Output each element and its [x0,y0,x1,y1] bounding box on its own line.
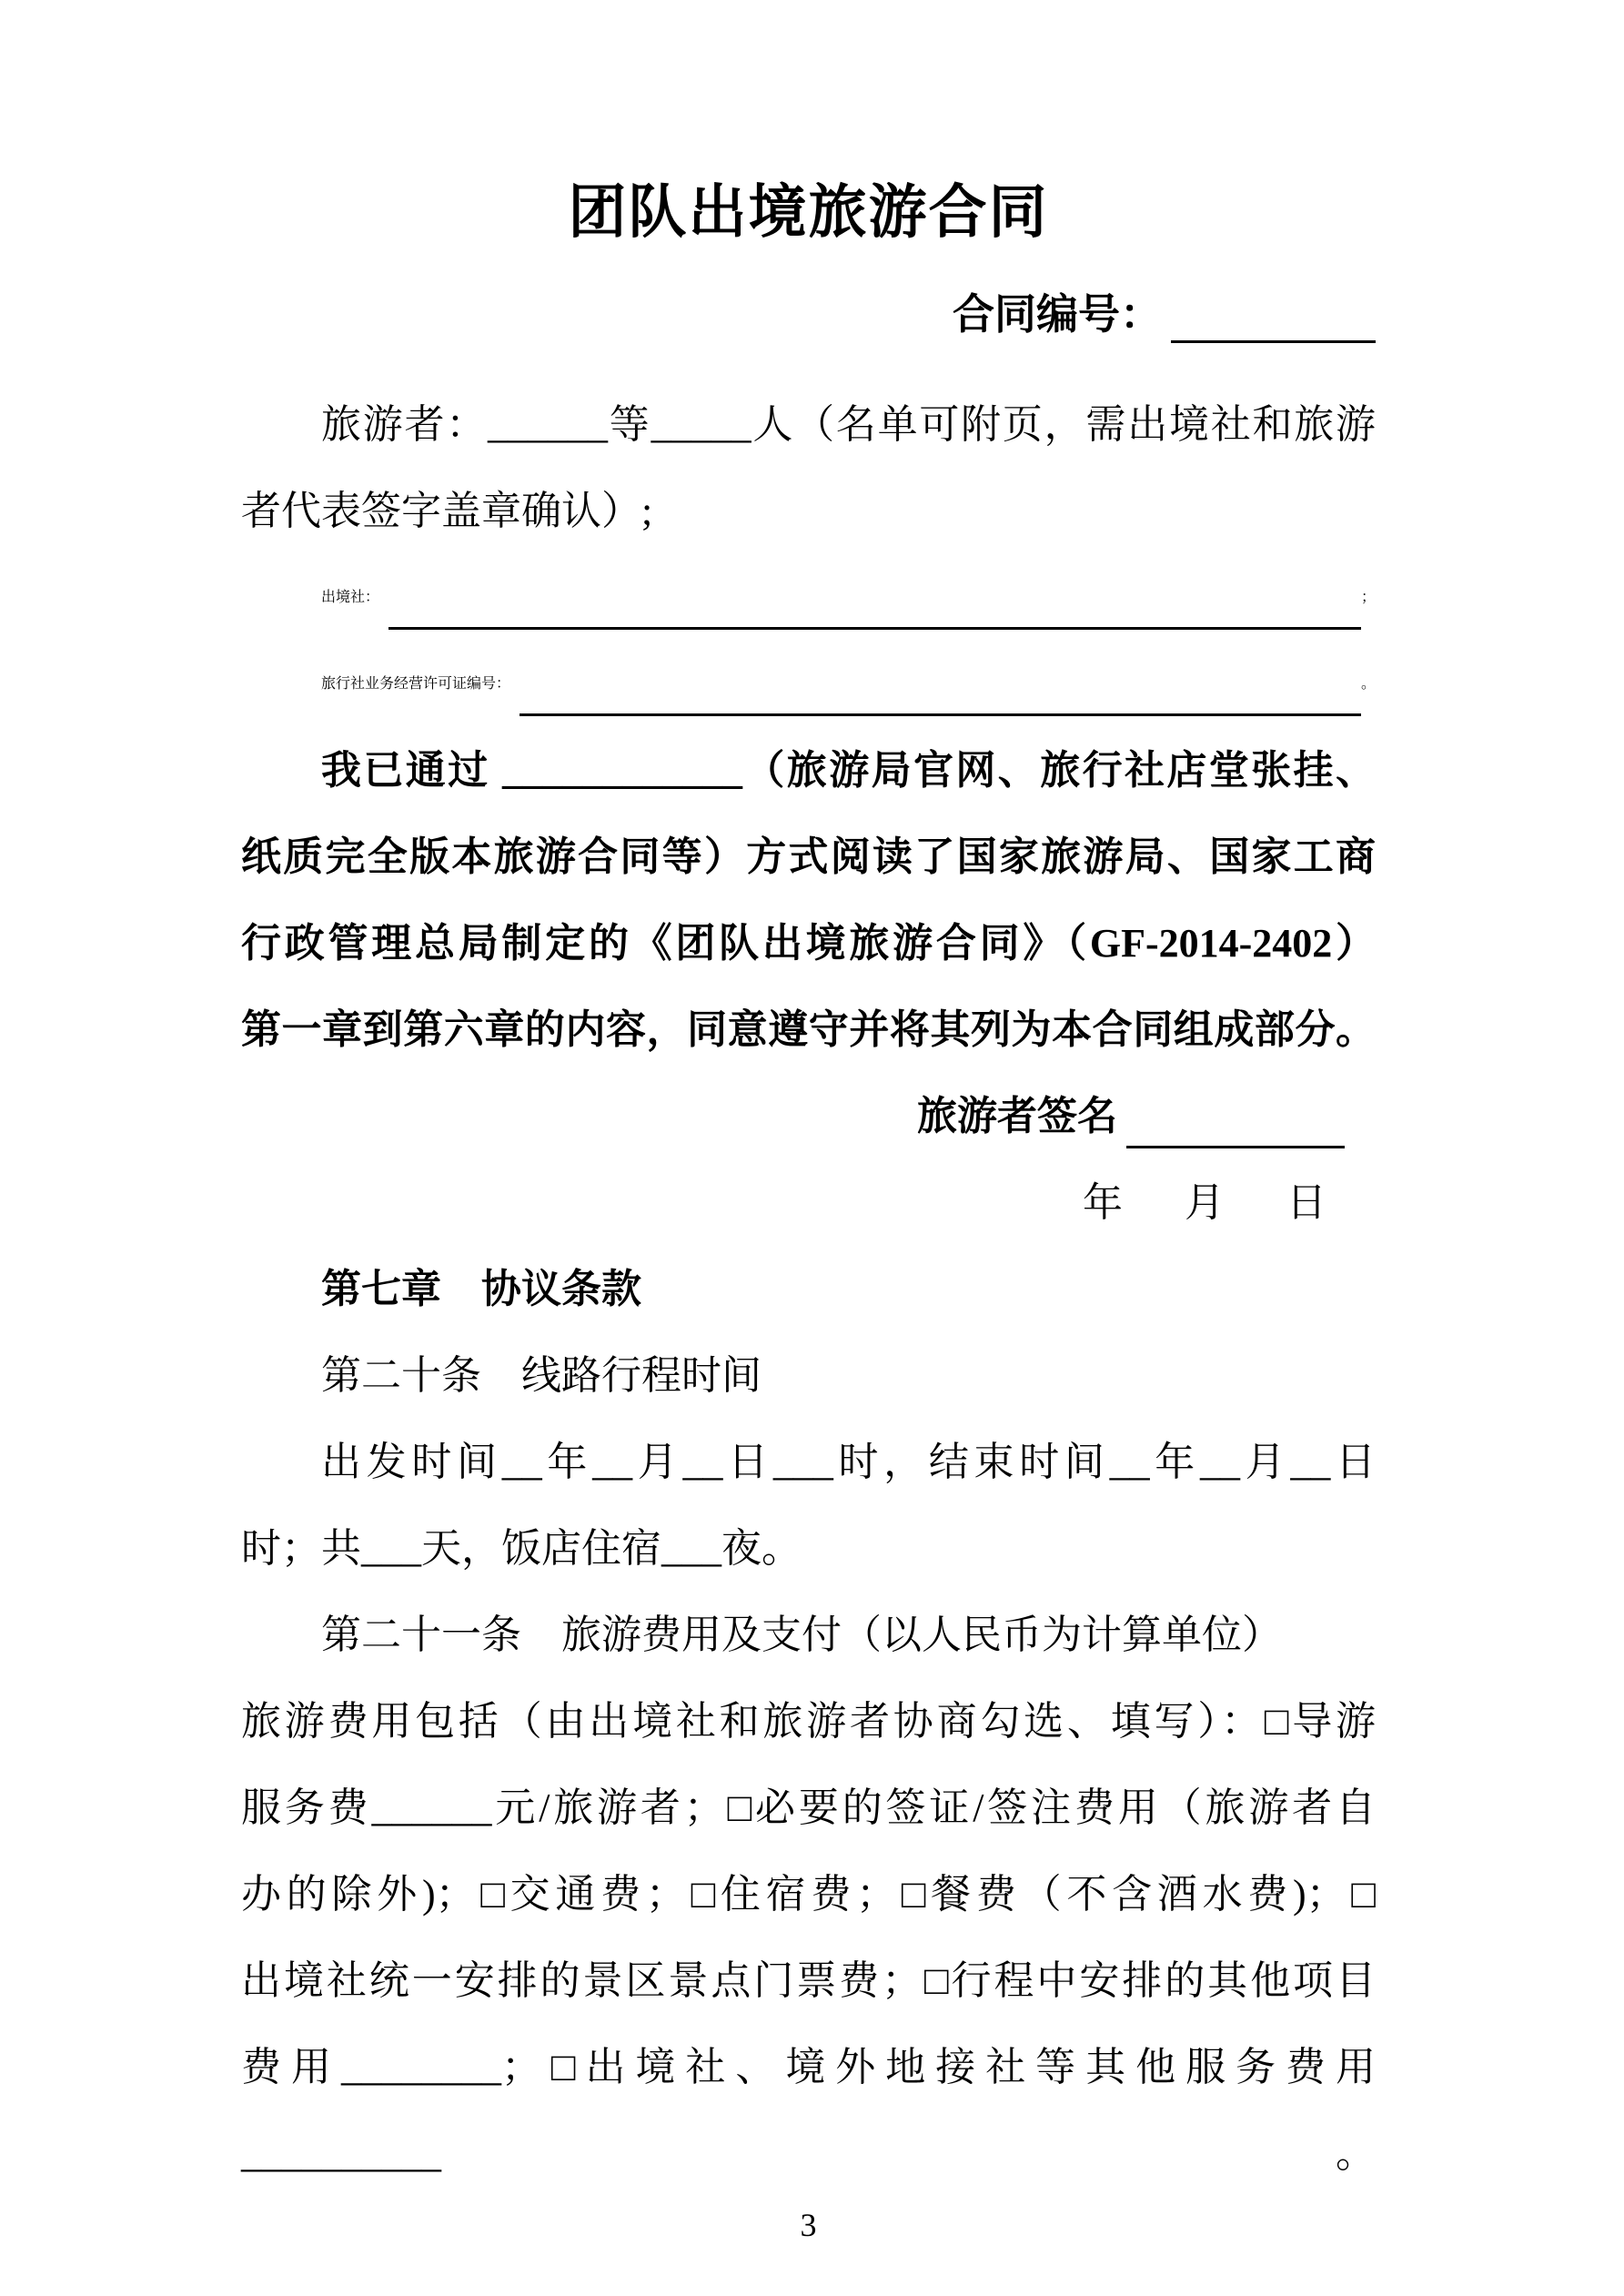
article-21-line-4: 出境社统一安排的景区景点门票费；□行程中安排的其他项目 [241,1957,1376,2003]
agency-label: 出境社： [321,589,380,605]
license-row [241,641,1376,727]
date-day-label: 日 [1286,1179,1326,1225]
article-20-line-1: 出发时间__年__月__日___时，结束时间__年__月__日 [321,1439,1376,1484]
page-number: 3 [800,2206,817,2243]
license-label: 旅行社业务经营许可证编号： [321,675,511,692]
signature-label: 旅游者签名 [917,1093,1117,1138]
date-year-label: 年 [1083,1179,1123,1225]
date-month-label: 月 [1185,1179,1225,1225]
travelers-line-1: 旅游者：______等_____人（名单可附页，需出境社和旅游 [321,401,1376,447]
signature-row [241,1073,1376,1159]
read-statement-line-1: 我已通过 ____________（旅游局官网、旅行社店堂张挂、 [321,747,1376,793]
agency-row [241,554,1376,641]
article-20-line-2: 时；共___天，饭店住宿___夜。 [241,1525,802,1571]
date-row [241,1159,1376,1246]
license-blank [519,641,1361,716]
license-suffix: 。 [1360,675,1376,692]
chapter-7-heading: 第七章 协议条款 [321,1266,641,1311]
article-21-line-5: 费用________；□出境社、境外地接社等其他服务费用__________。 [241,2044,1376,2176]
article-21-line-1: 旅游费用包括（由出境社和旅游者协商勾选、填写）：□导游 [241,1698,1376,1744]
article-21-title: 第二十一条 旅游费用及支付（以人民币为计算单位） [321,1612,1282,1657]
signature-blank [1126,1073,1345,1148]
document-title: 团队出境旅游合同 [568,180,1049,245]
article-21-line-3: 办的除外)；□交通费；□住宿费；□餐费（不含酒水费)；□ [241,1871,1376,1917]
article-21-line-2: 服务费______元/旅游者；□必要的签证/签注费用（旅游者自 [241,1785,1376,1830]
contract-number-blank [1171,276,1376,343]
agency-suffix: ； [1360,589,1376,605]
read-statement-line-4: 第一章到第六章的内容，同意遵守并将其列为本合同组成部分。 [241,1006,1376,1052]
travelers-line-2: 者代表签字盖章确认）; [241,488,653,533]
read-statement-line-2: 纸质完全版本旅游合同等）方式阅读了国家旅游局、国家工商 [241,834,1376,879]
read-statement-line-3: 行政管理总局制定的《团队出境旅游合同》（GF-2014-2402） [241,920,1376,966]
contract-number-row [241,276,1376,354]
agency-blank [388,554,1361,630]
contract-number-label: 合同编号： [953,290,1162,338]
article-20-title: 第二十条 线路行程时间 [321,1352,762,1398]
